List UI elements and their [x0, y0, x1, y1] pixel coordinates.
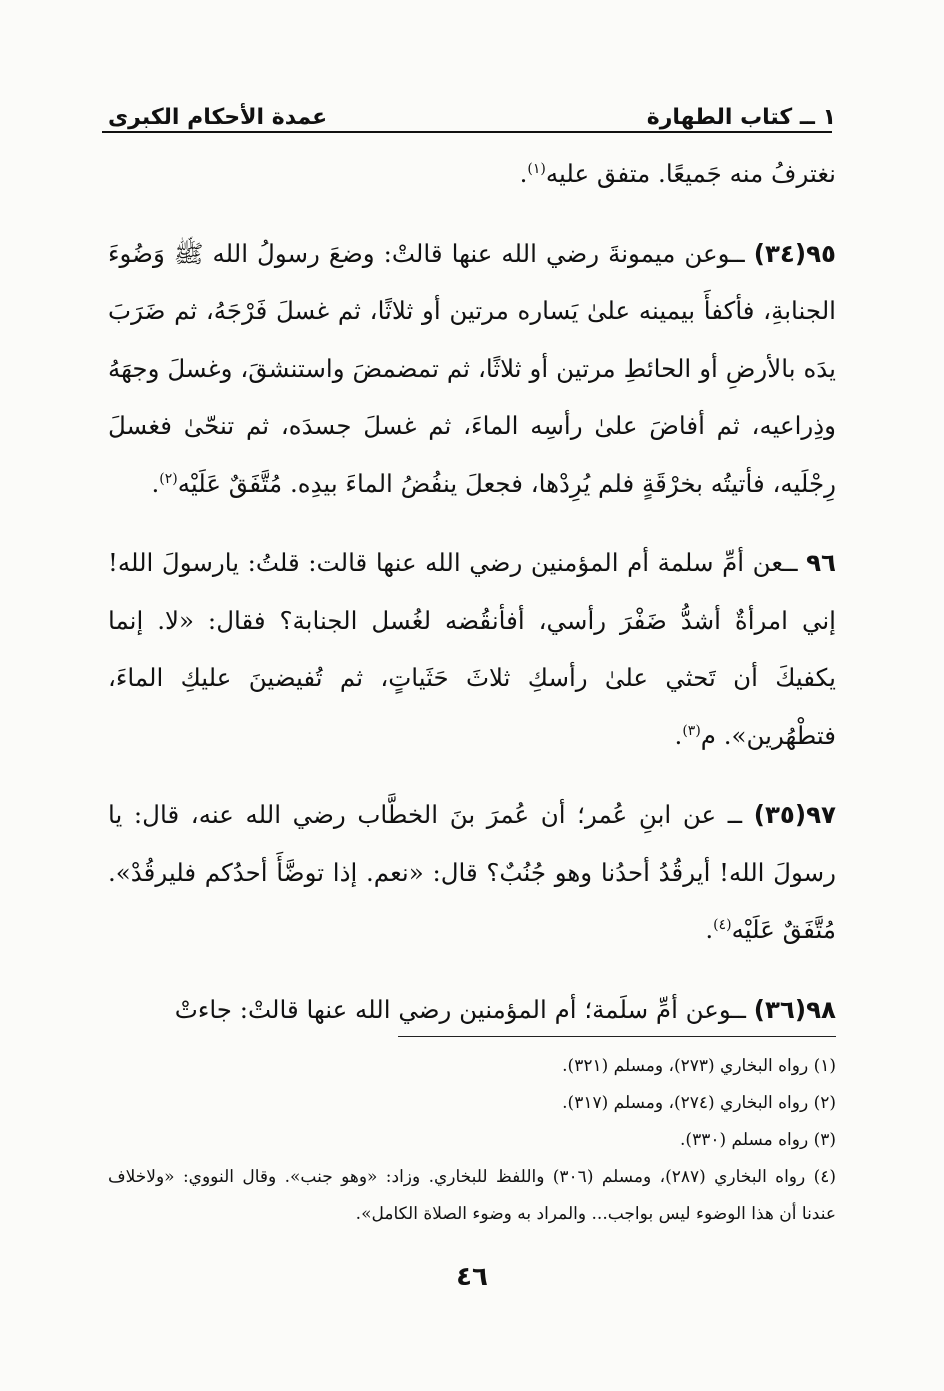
- running-header: [108, 92, 836, 130]
- hadith-95: ٩٥(٣٤) ــوعن ميمونةَ رضي الله عنها قالتْ: وضعَ رسولُ الله ﷺ وَضُوءَ الجنابةِ، فأكفأَ بيمينه علىٰ يَساره مرتين أو ثلاثًا، ثم غسلَ فَرْجَهُ، ثم ضَرَبَ يدَه بالأرضِ أو الحائطِ مرتين أو ثلاثًا، ثم تمضمضَ واستنشقَ، وغسلَ وجهَهُ وذِراعيه، ثم أفاضَ علىٰ رأسِه الماءَ، ثم غسلَ جسدَه، ثم تنحّىٰ فغسلَ رِجْلَيه، فأتيتُه بخرْقَةٍ فلم يُرِدْها، فجعلَ ينفُضُ الماءَ بيدِه. مُتَّفَقٌ عَلَيْه$^{(٢)}$.: [108, 238, 836, 498]
- footnote-ref-3: (٣): [682, 722, 701, 739]
- footnote-ref-1: (١): [527, 160, 546, 177]
- hadith-number: ٩٥(٣٤): [753, 238, 836, 268]
- book-title: عمدة الأحكام الكبرى: [108, 105, 328, 130]
- hadith-98: ٩٨(٣٦) ــوعن أمِّ سلَمة؛ أم المؤمنين رضي الله عنها قالتْ: جاءتْ: [174, 994, 836, 1024]
- footnote: (١) رواه البخاري (٢٧٣)، ومسلم (٣٢١).: [562, 1056, 836, 1076]
- footnote: (٤) رواه البخاري (٢٨٧)، ومسلم (٣٠٦) واللفظ للبخاري. وزاد: «وهو جنب». وقال النووي: «ولاخلاف عندنا أن هذا الوضوء ليس بواجب... والمراد به وضوء الصلاة الكامل».: [108, 1167, 836, 1224]
- main-text: [108, 145, 836, 1038]
- hadith-number: ٩٧(٣٥): [753, 800, 836, 829]
- hadith-96: ٩٦ ــعن أمِّ سلمة أم المؤمنين رضي الله عنها قالت: قلتُ: يارسولَ الله! إني امرأةٌ أشدُّ ضَفْرَ رأسي، أفأنقُضه لغُسل الجنابة؟ فقال: «لا. إنما يكفيكَ أن تَحثي علىٰ رأسكِ ثلاثَ حَثَياتٍ، ثم تُفيضينَ عليكِ الماءَ، فتطْهُرين». م$^{(٣)}$.: [108, 548, 836, 750]
- chapter-title: ١ ــ كتاب الطهارة: [646, 105, 836, 130]
- hadith-number: ٩٦: [806, 548, 836, 577]
- footnote-ref-4: (٤): [713, 916, 732, 933]
- footnotes: [108, 1048, 836, 1233]
- footnote: (٢) رواه البخاري (٢٧٤)، ومسلم (٣١٧).: [562, 1093, 836, 1113]
- footnote-rule: [398, 1036, 836, 1037]
- hadith-number: ٩٨(٣٦): [753, 994, 836, 1024]
- hadith-97: ٩٧(٣٥) ــ عن ابنِ عُمر؛ أن عُمرَ بنَ الخطَّاب رضي الله عنه، قال: يا رسولَ الله! أيرقُدُ أحدُنا وهو جُنُبٌ؟ قال: «نعم. إذا توضَّأَ أحدُكم فليرقُدْ». مُتَّفَقٌ عَلَيْه$^{(٤)}$.: [108, 800, 836, 944]
- page-number: ٤٦: [456, 1262, 488, 1292]
- footnote-ref-2: (٢): [159, 470, 178, 487]
- paragraph-continuation: نغترفُ منه جَميعًا. متفق عليه$^{(١)}$.: [519, 159, 836, 188]
- header-rule: [102, 131, 832, 133]
- footnote: (٣) رواه مسلم (٣٣٠).: [680, 1130, 836, 1150]
